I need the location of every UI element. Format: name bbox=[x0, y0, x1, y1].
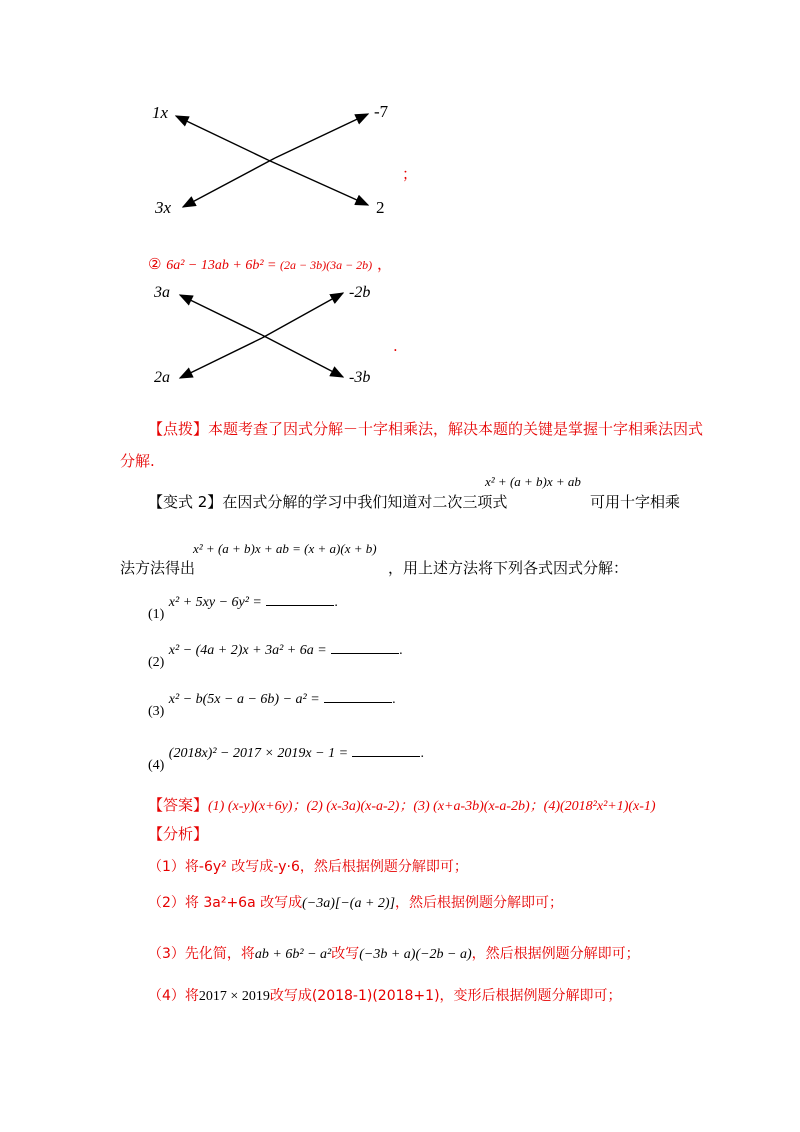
answer-blank-3[interactable] bbox=[324, 688, 392, 703]
analysis-step-1: （1）将-6y² 改写成-y·6，然后根据例题分解即可； bbox=[148, 859, 468, 875]
question-1-end: . bbox=[334, 595, 338, 610]
question-3-expr: x² − b(5x − a − 6b) − a² = bbox=[168, 692, 320, 707]
question-4-num: (4) bbox=[148, 758, 165, 773]
analysis-step-4-text: （4）将 bbox=[148, 988, 199, 1004]
answer-line bbox=[148, 794, 656, 815]
analysis-step-2-text: （2）将 3a²+6a 改写成 bbox=[148, 895, 303, 911]
question-2-end: . bbox=[399, 643, 403, 658]
label-2: 2 bbox=[376, 198, 385, 217]
analysis-step-3-mid: 改写 bbox=[331, 946, 360, 962]
question-1-expr: x² + 5xy − 6y² = bbox=[168, 595, 262, 610]
variant-identity: x² + (a + b)x + ab = (x + a)(x + b) bbox=[193, 541, 377, 556]
answer-blank-1[interactable] bbox=[266, 591, 334, 606]
arrow-d2-a bbox=[180, 295, 262, 335]
item2-marker: ② bbox=[148, 255, 162, 273]
label-2a: 2a bbox=[154, 369, 170, 386]
answer-text: (1) (x-y)(x+6y)；(2) (x-3a)(x-a-2)；(3) (x+a-3b)(x-a-2b)；(4)(2018²x²+1)(x-1) bbox=[208, 799, 656, 814]
question-2-expr: x² − (4a + 2)x + 3a² + 6a = bbox=[168, 643, 327, 658]
variant-text-4: ，用上述方法将下列各式因式分解： bbox=[388, 559, 629, 577]
analysis-step-3-math-2: (−3b + a)(−2b − a) bbox=[359, 947, 472, 962]
hint-line-2: 分解. bbox=[120, 452, 155, 470]
analysis-step-4-tail: 改写成(2018-1)(2018+1)，变形后根据例题分解即可； bbox=[269, 988, 622, 1004]
question-2-num: (2) bbox=[148, 655, 165, 670]
label-minus-7: -7 bbox=[374, 102, 389, 121]
label-3x: 3x bbox=[155, 198, 172, 217]
analysis-step-4 bbox=[148, 985, 622, 1005]
arrow-d2-b bbox=[262, 335, 343, 377]
question-3-end: . bbox=[392, 692, 396, 707]
variant-label: 【变式 2】 bbox=[148, 493, 223, 511]
item2-expr: 6a² − 13ab + 6b² = bbox=[166, 258, 280, 273]
analysis-step-2-math: (−3a)[−(a + 2)] bbox=[302, 896, 396, 911]
question-4 bbox=[148, 742, 424, 773]
answer-label: 【答案】 bbox=[148, 796, 209, 814]
item2-trail: ， bbox=[376, 255, 392, 273]
label-1x: 1x bbox=[152, 103, 169, 122]
variant-line-1 bbox=[148, 491, 507, 512]
analysis-step-3-tail: ，然后根据例题分解即可； bbox=[471, 946, 640, 962]
question-4-expr: (2018x)² − 2017 × 2019x − 1 = bbox=[168, 746, 349, 761]
variant-text-2: 可用十字相乘 bbox=[590, 493, 681, 511]
question-3 bbox=[148, 688, 396, 719]
analysis-step-3-math-1: ab + 6b² − a² bbox=[254, 947, 332, 962]
trail-semicolon: ； bbox=[402, 165, 418, 183]
question-1 bbox=[148, 591, 338, 622]
variant-text-3: 法方法得出 bbox=[120, 559, 196, 577]
analysis-label: 【分析】 bbox=[148, 825, 209, 843]
label-minus-3b: -3b bbox=[349, 369, 371, 386]
question-4-end: . bbox=[420, 746, 424, 761]
question-3-num: (3) bbox=[148, 704, 165, 719]
arrow-d2-d bbox=[180, 338, 262, 378]
analysis-step-2-tail: ，然后根据例题分解即可； bbox=[395, 895, 564, 911]
analysis-step-4-math: 2017 × 2019 bbox=[198, 989, 270, 1004]
analysis-step-2 bbox=[148, 892, 563, 912]
variant-text-1: 在因式分解的学习中我们知道对二次三项式 bbox=[222, 493, 508, 511]
question-1-num: (1) bbox=[148, 607, 165, 622]
analysis-step-3-text: （3）先化简，将 bbox=[148, 946, 255, 962]
hint-line-1: 【点拨】本题考查了因式分解－十字相乘法，解决本题的关键是掌握十字相乘法因式 bbox=[148, 420, 704, 438]
answer-blank-2[interactable] bbox=[331, 639, 399, 654]
label-3a: 3a bbox=[154, 284, 170, 301]
arrow-d2-c bbox=[262, 293, 343, 338]
item2-result: (2a − 3b)(3a − 2b) bbox=[279, 258, 373, 272]
label-minus-2b: -2b bbox=[349, 284, 371, 301]
trail-period: . bbox=[393, 337, 398, 355]
analysis-step-3 bbox=[148, 943, 640, 963]
answer-blank-4[interactable] bbox=[352, 742, 420, 757]
variant-poly: x² + (a + b)x + ab bbox=[485, 474, 581, 489]
question-2 bbox=[148, 639, 403, 670]
